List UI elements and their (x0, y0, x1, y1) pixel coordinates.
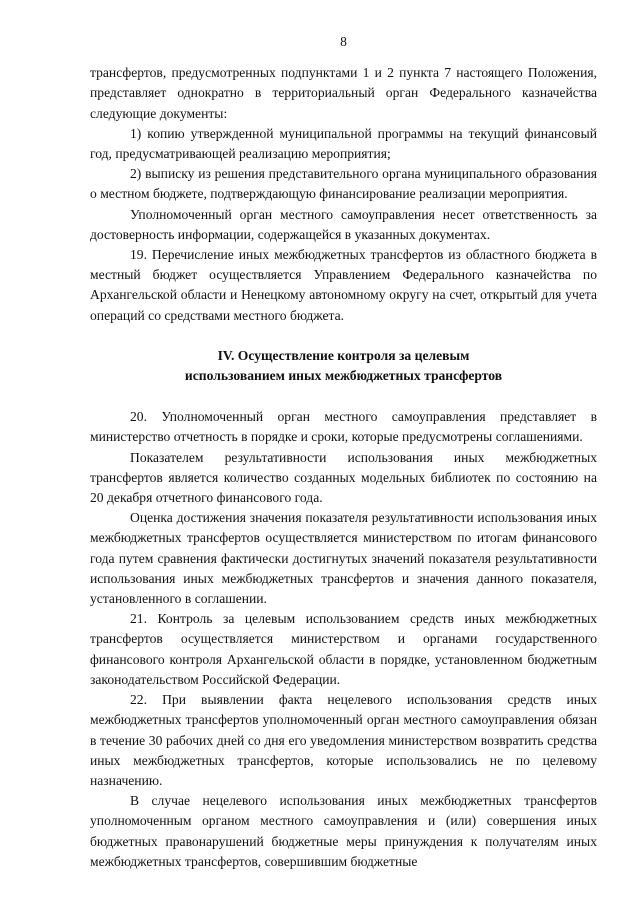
paragraph-continuation: трансфертов, предусмотренных подпунктами 1 и 2 пункта 7 настоящего Положения, представляет однократно в территориальный орган Федерального казначейства следующие документы: (90, 65, 597, 121)
document-page (90, 32, 597, 872)
section-heading-line-1: IV. Осуществление контроля за целевым (217, 347, 470, 363)
paragraphs-after (90, 407, 597, 872)
paragraph-22: 22. При выявлении факта нецелевого использования средств иных межбюджетных трансфертов уполномоченный орган местного самоуправления обязан в течение 30 рабочих дней со дня его уведомления министерством возвратить средства иных межбюджетных трансфертов, которые использовались не по целевому назначению. (90, 692, 597, 788)
paragraph-19: 19. Перечисление иных межбюджетных трансфертов из областного бюджета в местный бюджет осуществляется Управлением Федерального казначейства по Архангельской области и Ненецкому автономному округу на счет, открытый для учета операций со средствами местного бюджета. (90, 247, 597, 323)
paragraph-evaluation: Оценка достижения значения показателя результативности использования иных межбюджетных трансфертов осуществляется министерством по итогам финансового года путем сравнения фактически достигнутых значений показателя результативности использования иных межбюджетных трансфертов и значения данного показателя, установленного в соглашении. (90, 510, 597, 607)
paragraph-responsibility: Уполномоченный орган местного самоуправления несет ответственность за достоверность информации, содержащейся в указанных документах. (90, 206, 597, 242)
paragraph-item-1: 1) копию утвержденной муниципальной программы на текущий финансовый год, предусматривающей реализацию мероприятия; (90, 125, 597, 162)
paragraphs-before (90, 63, 597, 326)
paragraph-indicator: Показателем результативности использования иных межбюджетных трансфертов является количество созданных модельных библиотек по состоянию на 20 декабря отчетного финансового года. (90, 449, 597, 506)
section-heading (90, 346, 597, 386)
paragraph-misuse: В случае нецелевого использования иных межбюджетных трансфертов уполномоченным органом местного самоуправления и (или) совершения иных бюджетных правонарушений бюджетные меры принуждения к получателям иных межбюджетных трансфертов, совершившим бюджетные (90, 793, 597, 869)
paragraph-20: 20. Уполномоченный орган местного самоуправления представляет в министерство отчетность в порядке и сроки, которые предусмотрены соглашениями. (90, 409, 597, 445)
paragraph-item-2: 2) выписку из решения представительного органа муниципального образования о местном бюджете, подтверждающую финансирование реализации мероприятия. (90, 166, 597, 202)
page-number: 8 (340, 34, 347, 49)
section-heading-line-2: использованием иных межбюджетных трансфертов (184, 368, 503, 384)
paragraph-21: 21. Контроль за целевым использованием средств иных межбюджетных трансфертов осуществляется министерством и органами государственного финансового контроля Архангельской области в порядке, установленном бюджетным законодательством Российской Федерации. (90, 611, 597, 687)
